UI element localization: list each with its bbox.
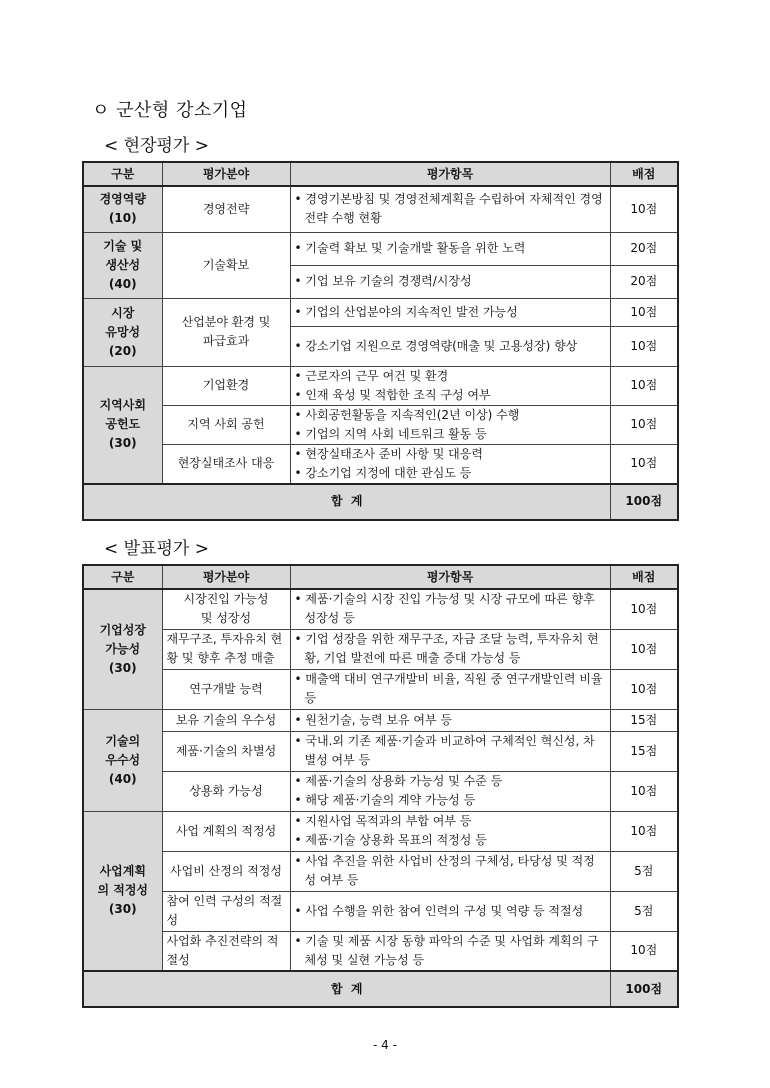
area-cell [162, 232, 290, 298]
score-cell: 15점 [610, 731, 678, 771]
total-score: 100점 [610, 484, 678, 520]
item-text: • 국내.외 기존 제품·기술과 비교하여 구체적인 혁신성, 차별성 여부 등 [294, 734, 595, 767]
category-label: 기술 및 생산성 (40) [103, 238, 143, 291]
area-label: 사업 계획의 적정성 [175, 823, 277, 838]
area-cell [162, 366, 290, 405]
category-cell [83, 186, 162, 232]
area-cell [162, 851, 290, 891]
items-cell [290, 709, 610, 731]
item-text: • 현장실태조사 준비 사항 및 대응력 [294, 446, 483, 461]
area-cell [162, 629, 290, 669]
area-cell [162, 811, 290, 851]
area-label: 시장진입 가능성 및 성장성 [183, 592, 269, 626]
score-cell: 10점 [610, 298, 678, 326]
item-text: • 기술력 확보 및 기술개발 활동을 위한 노력 [294, 241, 526, 255]
score-cell: 5점 [610, 891, 678, 931]
area-cell [162, 709, 290, 731]
table-row [83, 669, 678, 709]
page-number: - 4 - [373, 1038, 397, 1052]
field-evaluation-table [82, 161, 679, 521]
table-header-row [83, 162, 678, 186]
area-label: 연구개발 능력 [189, 681, 263, 696]
item-text: • 매출액 대비 연구개발비 비율, 직원 중 연구개발인력 비율 등 [294, 672, 603, 705]
table-row [83, 405, 678, 444]
area-cell [162, 298, 290, 366]
item-text: • 원천기술, 능력 보유 여부 등 [294, 712, 452, 727]
table-row [83, 186, 678, 232]
header-items: 평가항목 [290, 565, 610, 589]
item-text: • 기업 성장을 위한 재무구조, 자금 조달 능력, 투자유치 현황, 기업 발전에 따른 매출 증대 가능성 등 [294, 632, 599, 665]
score-cell: 10점 [610, 366, 678, 405]
items-cell [290, 891, 610, 931]
area-cell [162, 405, 290, 444]
area-label: 현장실태조사 대응 [177, 456, 275, 470]
items-cell [290, 298, 610, 326]
area-label: 사업비 산정의 적정성 [170, 863, 282, 878]
category-cell [83, 589, 162, 709]
table-row [83, 298, 678, 326]
items-cell [290, 186, 610, 232]
category-cell [83, 298, 162, 366]
header-score: 배점 [610, 162, 678, 186]
total-row [83, 484, 678, 520]
score-cell: 10점 [610, 589, 678, 629]
item-text: • 사업 수행을 위한 참여 인력의 구성 및 역량 등 적절성 [294, 903, 584, 918]
header-area: 평가분야 [162, 565, 290, 589]
area-cell [162, 669, 290, 709]
total-row [83, 971, 678, 1007]
area-cell [162, 931, 290, 971]
area-label: 산업분야 환경 및 파급효과 [181, 315, 271, 348]
table-row [83, 771, 678, 811]
total-label: 합 계 [83, 484, 610, 520]
score-cell: 20점 [610, 265, 678, 298]
page-heading: ㅇ 군산형 강소기업 [92, 100, 248, 121]
score-cell: 10점 [610, 931, 678, 971]
area-label: 참여 인력 구성의 적절성 [166, 894, 283, 927]
item-text: • 기업의 산업분야의 지속적인 발전 가능성 [294, 304, 518, 319]
area-label: 경영전략 [202, 201, 250, 216]
category-label: 지역사회 공헌도 (30) [99, 398, 146, 450]
total-label: 합 계 [83, 971, 610, 1007]
score-cell: 10점 [610, 771, 678, 811]
table-row [83, 629, 678, 669]
area-cell [162, 186, 290, 232]
area-label: 기술확보 [202, 257, 250, 272]
items-cell [290, 931, 610, 971]
category-cell [83, 366, 162, 484]
items-cell [290, 811, 610, 851]
item-text: • 기술 및 제품 시장 동향 파악의 수준 및 사업화 계획의 구체성 및 실현 가능성 등 [294, 933, 599, 967]
item-text: • 사회공헌활동을 지속적인(2년 이상) 수행 [294, 407, 520, 422]
category-cell [83, 709, 162, 811]
header-category: 구분 [83, 565, 162, 589]
area-cell [162, 589, 290, 629]
items-cell [290, 326, 610, 366]
score-cell: 10점 [610, 405, 678, 444]
score-cell: 10점 [610, 629, 678, 669]
area-label: 사업화 추진전략의 적절성 [166, 933, 279, 967]
item-text: • 인재 육성 및 적합한 조직 구성 여부 [294, 387, 491, 402]
score-cell: 10점 [610, 326, 678, 366]
items-cell [290, 232, 610, 265]
area-label: 지역 사회 공헌 [187, 417, 265, 431]
area-label: 제품·기술의 차별성 [175, 743, 277, 758]
header-score: 배점 [610, 565, 678, 589]
area-cell [162, 771, 290, 811]
header-category: 구분 [83, 162, 162, 186]
item-text: • 지원사업 목적과의 부합 여부 등 [294, 814, 472, 828]
item-text: • 강소기업 지정에 대한 관심도 등 [294, 465, 472, 480]
items-cell [290, 444, 610, 484]
area-label: 기업환경 [202, 378, 250, 392]
score-cell: 20점 [610, 232, 678, 265]
area-label: 상용화 가능성 [189, 783, 263, 798]
item-text: • 경영기본방침 및 경영전체계획을 수립하여 자체적인 경영 전략 수행 현황 [294, 192, 603, 226]
items-cell [290, 405, 610, 444]
item-text: • 제품·기술의 시장 진입 가능성 및 시장 규모에 따른 향후 성장성 등 [294, 592, 595, 626]
presentation-evaluation-table [82, 564, 679, 1008]
section1-title: < 현장평가 > [104, 136, 209, 156]
table-row [83, 931, 678, 971]
table-row [83, 709, 678, 731]
section2-title: < 발표평가 > [104, 539, 209, 559]
items-cell [290, 589, 610, 629]
table-row [83, 589, 678, 629]
item-text: • 기업 보유 기술의 경쟁력/시장성 [294, 274, 472, 288]
items-cell [290, 669, 610, 709]
score-cell: 10점 [610, 811, 678, 851]
item-text: • 강소기업 지원으로 경영역량(매출 및 고용성장) 향상 [294, 338, 578, 353]
header-area: 평가분야 [162, 162, 290, 186]
items-cell [290, 771, 610, 811]
category-label: 사업계획 의 적정성 (30) [97, 864, 149, 917]
table-row [83, 232, 678, 265]
area-cell [162, 731, 290, 771]
category-label: 경영역량 (10) [99, 192, 146, 226]
table-header-row [83, 565, 678, 589]
table-row [83, 851, 678, 891]
area-cell [162, 891, 290, 931]
score-cell: 10점 [610, 444, 678, 484]
area-label: 보유 기술의 우수성 [175, 712, 277, 727]
score-cell: 10점 [610, 669, 678, 709]
table-row [83, 731, 678, 771]
table-row [83, 444, 678, 484]
table-row [83, 366, 678, 405]
item-text: • 제품·기술의 상용화 가능성 및 수준 등 [294, 774, 503, 788]
category-cell [83, 811, 162, 971]
items-cell [290, 851, 610, 891]
item-text: • 제품·기술 상용화 목표의 적정성 등 [294, 833, 487, 847]
items-cell [290, 731, 610, 771]
items-cell [290, 265, 610, 298]
category-label: 기술의 우수성 (40) [105, 733, 141, 786]
category-label: 기업성장 가능성 (30) [99, 622, 146, 675]
items-cell [290, 366, 610, 405]
category-label: 시장 유망성 (20) [105, 305, 141, 358]
table-row [83, 891, 678, 931]
score-cell: 5점 [610, 851, 678, 891]
table-row [83, 811, 678, 851]
area-cell [162, 444, 290, 484]
category-cell [83, 232, 162, 298]
item-text: • 기업의 지역 사회 네트워크 활동 등 [294, 426, 487, 441]
score-cell: 10점 [610, 186, 678, 232]
item-text: • 해당 제품·기술의 계약 가능성 등 [294, 793, 476, 807]
header-items: 평가항목 [290, 162, 610, 186]
score-cell: 15점 [610, 709, 678, 731]
total-score: 100점 [610, 971, 678, 1007]
area-label: 재무구조, 투자유치 현황 및 향후 추정 매출 [166, 632, 283, 665]
item-text: • 근로자의 근무 여건 및 환경 [294, 368, 449, 383]
items-cell [290, 629, 610, 669]
item-text: • 사업 추진을 위한 사업비 산정의 구체성, 타당성 및 적정성 여부 등 [294, 854, 595, 887]
